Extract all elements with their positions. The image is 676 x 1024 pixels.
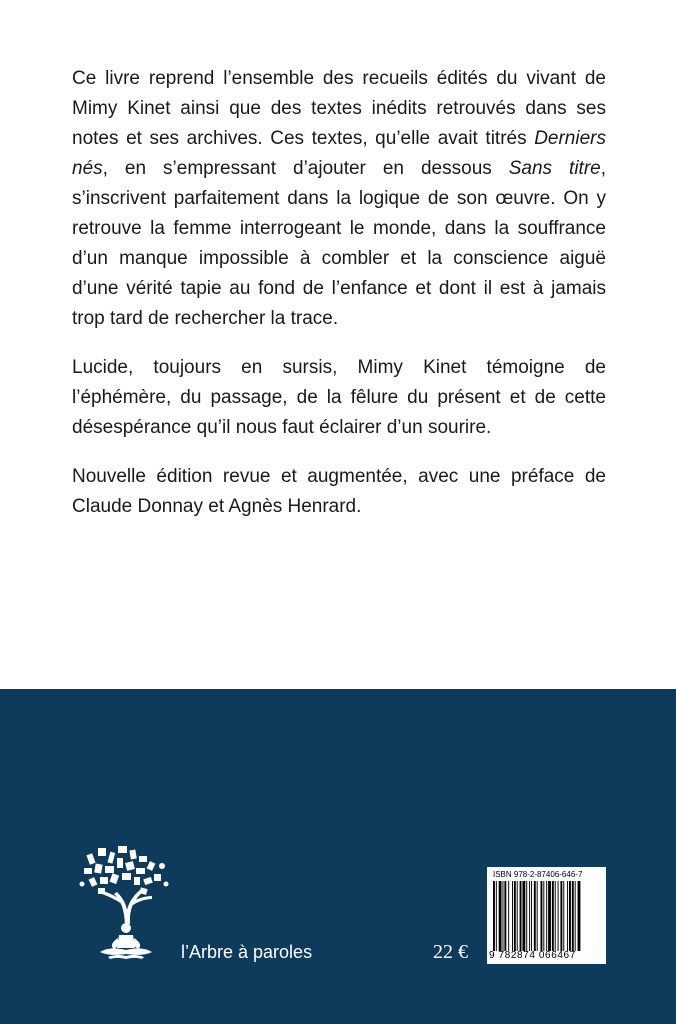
publisher-name: l’Arbre à paroles — [181, 942, 313, 962]
paragraph-3: Nouvelle édition revue et augmentée, avec une préface de Claude Donnay et Agnès Henrard. — [72, 466, 606, 517]
title-sans-titre: Sans titre — [508, 158, 601, 179]
paragraph-2: Lucide, toujours en sursis, Mimy Kinet témoigne de l’éphémère, du passage, de la fêlure du présent et de cette désespérance qu’il nous faut éclairer d’un sourire. — [72, 357, 606, 438]
isbn-barcode — [487, 867, 606, 964]
barcode-icon — [493, 881, 601, 951]
barcode-digits: 9 782874 066467 — [489, 950, 576, 961]
isbn-label: ISBN 978-2-87406-646-7 — [493, 870, 583, 879]
bottom-band — [0, 689, 676, 1024]
back-cover-description — [72, 64, 606, 541]
tree-of-letters-meditating-figure-icon — [78, 844, 174, 962]
paragraph-1: Ce livre reprend l’ensemble des recueils édités du vivant de Mimy Kinet ainsi que des textes inédits retrouvés dans ses notes et ses archives. Ces textes, qu’elle avait titrés Derniers nés, en s’empressant d’ajouter en dessous Sans titre, s’inscrivent parfaitement dans la logique de son œuvre. On y retrouve la femme interrogeant le monde, dans la souffrance d’un manque impossible à combler et la conscience aiguë d’une vérité tapie au fond de l’enfance et dont il est à jamais trop tard de rechercher la trace. — [72, 68, 606, 329]
price-label: 22 € — [433, 941, 468, 963]
title-derniers-nes: Derniers nés — [72, 128, 606, 179]
